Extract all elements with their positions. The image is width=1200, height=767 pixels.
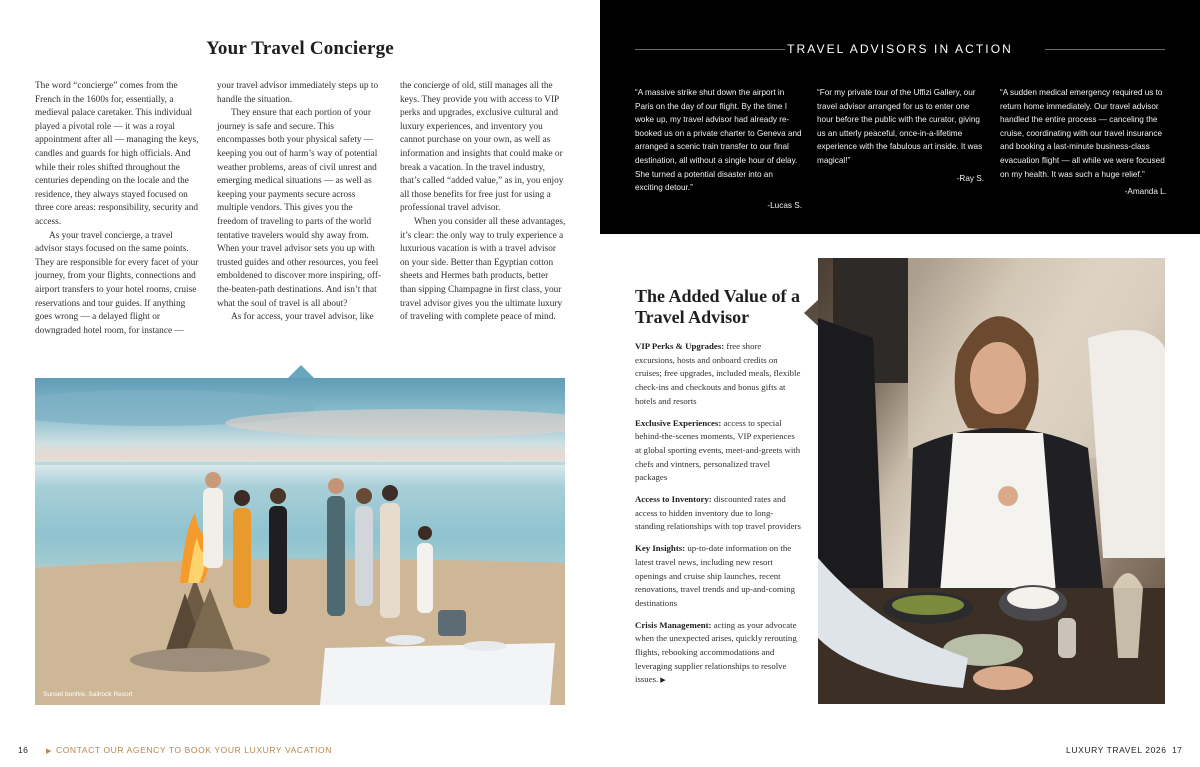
value-desc: acting as your advocate when the unexpected arises, quickly rerouting flights, rebooking accommodations and leveraging supplier relationships to resolve issues. xyxy=(635,619,797,685)
photo-notch-decoration xyxy=(804,300,818,326)
section-heading-advisors: TRAVEL ADVISORS IN ACTION xyxy=(787,42,1013,56)
page-number-left: 16 xyxy=(18,745,29,755)
value-term: Key Insights: xyxy=(635,543,686,554)
page-title-your-travel-concierge: Your Travel Concierge xyxy=(206,38,394,59)
value-term: VIP Perks & Upgrades: xyxy=(635,341,725,351)
article-column-3 xyxy=(400,80,566,325)
testimonial-author: -Ray S. xyxy=(956,173,984,183)
article-column-1 xyxy=(35,80,201,338)
value-desc: up-to-date information on the latest travel news, including new resort openings and cruise ship launches, recent renovations, travel trends and up-and-coming destinations xyxy=(635,543,796,608)
testimonial-author: -Amanda L. xyxy=(1124,187,1167,197)
triangle-right-icon: ▶ xyxy=(660,676,666,685)
added-value-list xyxy=(635,340,803,696)
testimonial-quote: “A massive strike shut down the airport in Paris on the day of our flight. By the time I woke up, my travel advisor had already re-booked us on a private charter to Geneva and arranged a scenic train transfer to our final destination, all without a single hour of delay. She turned a potential disaster into an exciting detour.” xyxy=(635,88,802,193)
value-term: Exclusive Experiences: xyxy=(635,417,722,428)
beach-scene-illustration xyxy=(35,378,565,705)
section-title-added-value: The Added Value of a Travel Advisor xyxy=(635,286,801,327)
testimonial-amanda xyxy=(1000,86,1167,199)
testimonial-lucas xyxy=(635,86,802,212)
testimonial-ray xyxy=(817,86,984,185)
value-desc: free shore excursions, hosts and onboard credits on cruises; free upgrades, included meals, flexible check-ins and checkouts and bonus gifts at hotels and resorts xyxy=(635,341,801,406)
testimonial-author: -Lucas S. xyxy=(767,200,802,210)
value-desc: access to special behind-the-scenes moments, VIP experiences at global sporting events, meet-and-greets with chefs and vintners, personalized travel packages xyxy=(635,417,801,483)
paragraph: your travel advisor immediately steps up to handle the situation. xyxy=(217,81,379,105)
triangle-right-icon: ▶ xyxy=(46,747,52,755)
cooking-class-photo xyxy=(818,258,1165,704)
cooking-scene-illustration xyxy=(818,258,1165,704)
beach-bonfire-photo xyxy=(35,378,565,705)
list-item xyxy=(635,493,803,534)
value-term: Crisis Management: xyxy=(635,619,712,630)
photo-notch-decoration xyxy=(287,365,315,379)
paragraph: As for access, your travel advisor, like xyxy=(231,312,374,323)
heading-rule-right xyxy=(1045,49,1165,50)
magazine-name: LUXURY TRAVEL 2026 xyxy=(1066,745,1167,755)
value-desc: discounted rates and access to hidden inventory due to long-standing relationships with top travel providers xyxy=(635,494,801,532)
advisors-in-action-panel xyxy=(600,0,1200,234)
testimonial-quote: “A sudden medical emergency required us to return home immediately. Our travel advisor handled the entire process — canceling the cruise, coordinating with our travel insurance and booking a last-minute business-class evacuation flight — all while we were focused on my health. It was such a huge relief.” xyxy=(1000,88,1165,179)
list-item xyxy=(635,542,803,611)
value-term: Access to Inventory: xyxy=(635,494,712,505)
cta-label: CONTACT OUR AGENCY TO BOOK YOUR LUXURY VACATION xyxy=(55,745,332,755)
paragraph: As your travel concierge, a travel advisor stays focused on the same points. They are responsible for every facet of your journey, from your flights, connections and airport transfers to your hotel rooms, cruise reservations and tour guides. If anything goes wrong — a delayed flight or downgraded hotel room, for instance — xyxy=(35,230,199,336)
testimonial-quote: “For my private tour of the Uffizi Gallery, our travel advisor arranged for us to enter one hour before the public with the curator, giving us an utterly peaceful, once-in-a-lifetime experience with the fabulous art inside. It was magical!” xyxy=(817,88,983,165)
article-column-2 xyxy=(217,80,383,325)
paragraph: The word “concierge” comes from the French in the 1600s for, essentially, a medieval palace caretaker. This individual played a pivotal role — it was a royal appointment after all — managing the keys, candles and guards for high officials. And while their roles shifted throughout the centuries depending on the locale and the residence, they always stayed focused on three core areas: responsibility, security and access. xyxy=(35,81,199,227)
list-item xyxy=(635,340,803,409)
paragraph: When you consider all these advantages, it’s clear: the only way to truly experience a luxurious vacation is with a travel advisor on your side. Better than Egyptian cotton sheets and Hermes bath products, better than sipping Champagne in first class, your travel advisor gives you the ultimate luxury of traveling with complete peace of mind. xyxy=(400,216,566,323)
list-item xyxy=(635,417,803,486)
footer-cta-link[interactable] xyxy=(46,745,332,755)
list-item xyxy=(635,619,803,689)
paragraph: the concierge of old, still manages all the keys. They provide you with access to VIP perks and upgrades, exclusive cultural and luxury experiences, and inventory you cannot purchase on your own, as well as information and insights that could make or break a vacation. In the travel industry, that’s called “added value,” as in, you enjoy all those benefits for free just for using a professional travel advisor. xyxy=(400,81,564,214)
photo-caption: Sunset bonfire, Sailrock Resort xyxy=(43,691,133,698)
paragraph: They ensure that each portion of your journey is safe and secure. This encompasses both your physical safety — keeping you out of harm’s way of potential weather problems, areas of civil unrest and emerging medical situations — as well as keeping your payments secure across multiple vendors. This gives you the freedom of traveling to parts of the world tentative travelers would shy away from. When your travel advisor sets you up with trusted guides and other resources, you feel emboldened to discover more inspiring, off-the-beaten-path destinations. And isn’t that what the soul of travel is all about? xyxy=(217,108,382,309)
advisors-heading-row xyxy=(635,42,1165,56)
page-number-right: 17 xyxy=(1172,745,1183,755)
